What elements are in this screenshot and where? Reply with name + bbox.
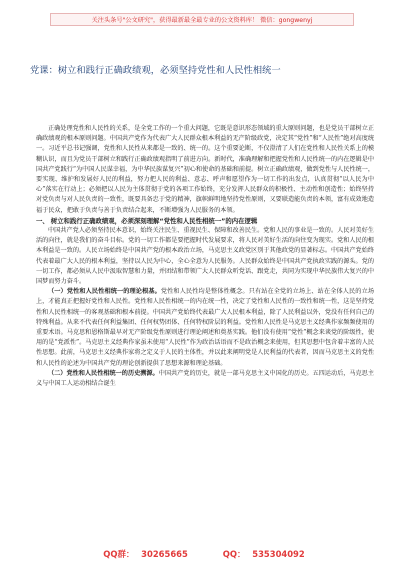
subsection-body-2: 中国共产党的历史，就是一部马克思主义中国化的历史。五四运动后，马克思主义与中国工人运动相结合诞生 (36, 369, 374, 388)
paragraph-section-1: 中国共产党人必须坚持民本意识，始终关注民生、重视民生、保障和改善民生。党和人民的事业是一致的。人民对美好生活的向往，就是我们的奋斗目标。党的一切工作都是要把握时代发展要求，将人民对美好生活的向往变为现实。党和人民的根本利益是一致的。人民立场始终是中国共产党的根本政治立场，马克思主义政党区别于其他政党的显著标志。中国共产党始终代表着最广大人民的根本利益，坚持以人民为中心，全心全意为人民服务。人民群众始终是中国共产党执政实践的源头。党的一切工作，都必须从人民中汲取智慧和力量，并团结和带领广大人民群众听党话、跟党走，共同为实现中华民族伟大复兴的中国梦而努力奋斗。 (36, 227, 374, 286)
header-banner: 关注头条号"公文研究"，获得最新最全最专业的公文资料库！ 微信：gongwenyj (50, 13, 354, 26)
section-heading-number: 一、 (36, 216, 49, 225)
section-heading-1 (36, 216, 374, 226)
document-body (36, 124, 374, 389)
section-heading-text: 树立和践行正确政绩观，必须深刻理解“党性和人民性相统一”的内在逻辑 (50, 216, 258, 225)
subsection-body-1: 党性和人民性均是整体性概念。只有站在全党的立场上、站在全体人民的立场上，才能真正把握好党性和人民性。党性和人民性相统一的内在统一性，决定了党性和人民性的一致性和统一性，这是坚持党性和人民性相统一的客观基础和根本前提。中国共产党始终代表最广大人民根本利益，除了人民利益以外，党没有任何自己的特殊利益。从来不代表任何利益集团、任何权势团体、任何特权阶层的利益。党性和人民性是马克思主义经典作家频频使用的重要术语。马克思和恩格斯最早对无产阶级党性原则进行理论阐述和奠基实践。他们没有使用“党性”概念来谈党的阶级性，使用的是“党派性”。马克思主义经典作家虽未使用“人民性”作为政治话语而不是政治概念来使用，但其思想中包含着丰富的人民性思想。此前，马克思主义经典作家将之定义于人民的主体性，并以此来阐明党是人民利益的代表者，因而马克思主义的党性和人民性的论述为中国共产党的理论创新提供了思想来源和理论基础。 (36, 288, 375, 367)
qq-group-label: QQ群： 30265665 (103, 549, 188, 559)
contact-footer (0, 548, 408, 560)
paragraph-subsection-2 (36, 369, 374, 389)
page-title: 党课：树立和践行正确政绩观，必须坚持党性和人民性相统一 (30, 65, 281, 76)
subsection-heading-1: （一）党性和人民性相统一的理论根基。 (48, 288, 161, 296)
paragraph-intro: 正确处理党性和人民性的关系，是全党工作的一个重大问题，它既是意识形态领域的重大原则问题，也是党员干部树立正确政绩观的根本原则问题。中国共产党作为代表广大人民群众根本利益的无产阶级政党，决定其“党性”和“人民性”绝对高度统一。习近平总书记强调，党性和人民性从来都是一致的、统一的。这个重要论断，不仅澄清了人们在党性和人民性关系上的模糊认识，而且为党员干部树立和践行正确政绩观指明了前进方向。新时代，准确理解和把握党性和人民性统一的内在逻辑是中国共产党践行“为中国人民谋幸福，为中华民族谋复兴”初心和使命的基础和前提。树立正确政绩观，做到党性与人民性统一，要实现、维护和发展好人民的利益，努力把人民的利益、意志、呼声和愿望作为一切工作的出发点，认真贯彻“以人民为中心”落实在行动上；必须把以人民为主体贯彻于党的各项工作始终，充分发挥人民群众的积极性、主动性和创造性；始终坚持对党负责与对人民负责的一致性，既要具备忠于党的精神，旗帜鲜明地坚持党性原则，又要联造能负责的本领，富有成效地造福于民众，把敢于负责与善于负责结合起来，不断增强为人民服务的本领。 (36, 125, 375, 214)
paragraph-subsection-1 (36, 287, 374, 369)
qq-label: QQ： 535304092 (222, 549, 305, 559)
subsection-heading-2: （二）党性和人民性相统一的历史溯源。 (48, 369, 159, 377)
